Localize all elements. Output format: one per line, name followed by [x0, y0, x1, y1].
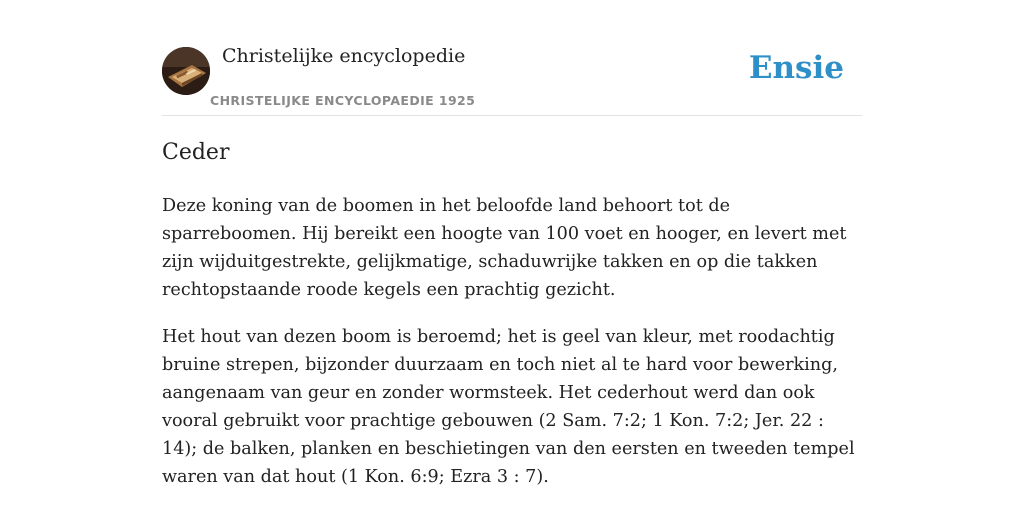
article-card [162, 0, 862, 487]
article-paragraph: Deze koning van de boomen in het beloofde land behoort tot de sparreboomen. Hij bereikt een hoogte van 100 voet en hooger, en levert met zijn wijduitgestrekte, gelijkmatige, schaduwrijke takken en op die takken rechtopstaande roode kegels een prachtig gezicht. [162, 196, 847, 300]
book-cover-icon[interactable] [162, 47, 210, 95]
source-title[interactable]: Christelijke encyclopedie [222, 45, 466, 67]
article-title: Ceder [162, 140, 230, 165]
brand-logo[interactable]: Ensie [748, 50, 844, 86]
source-subtitle[interactable]: CHRISTELIJKE ENCYCLOPAEDIE 1925 [210, 93, 476, 108]
article-paragraph: Het hout van dezen boom is beroemd; het is geel van kleur, met roodachtig bruine strepen, bijzonder duurzaam en toch niet al te hard voor bewerking, aangenaam van geur en zonder wormsteek. Het cederhout werd dan ook vooral gebruikt voor prachtige gebouwen (2 Sam. 7:2; 1 Kon. 7:2; Jer. 22 : 14); de balken, planken en beschietingen van den eersten en tweeden tempel waren van dat hout (1 Kon. 6:9; Ezra 3 : 7). [162, 327, 855, 487]
source-header [162, 0, 862, 116]
